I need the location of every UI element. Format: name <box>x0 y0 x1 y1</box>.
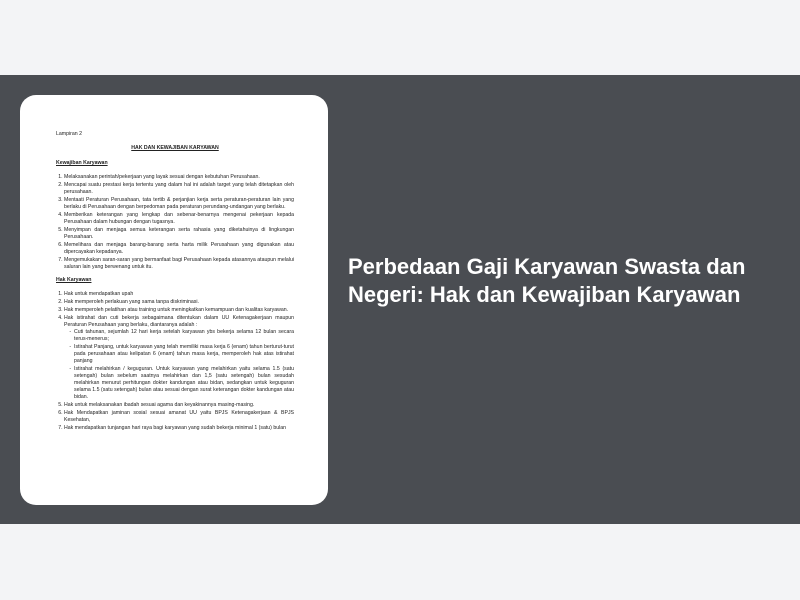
list-item: 2. Mencapai suatu prestasi kerja tertentu yang dalam hal ini adalah target yang telah ditetapkan oleh perusahaan. <box>64 182 294 196</box>
list-item: 1. Melaksanakan perintah/pekerjaan yang layak sesuai dengan kebutuhan Perusahaan. <box>64 174 294 181</box>
list-item: 6. Memelihara dan menjaga barang-barang serta harta milik Perusahaan yang digunakan atau dipercayakan kepadanya. <box>64 242 294 256</box>
document-preview-card <box>20 95 328 505</box>
document-title: HAK DAN KEWAJIBAN KARYAWAN <box>131 145 219 151</box>
list-item: 1. Hak untuk mendapatkan upah <box>64 291 294 298</box>
sublist-item: - Istirahat melahirkan / keguguran. Untuk karyawan yang melahirkan yaitu selama 1.5 (satu setengah) bulan sebelum saatnya melahirkan dan 1,5 (satu setengah) bulan sesudah melahirkan menurut perhitungan dokter kandungan atau bidan, sedangkan untuk keguguran selama 1.5 (satu setengah) bulan atau sesuai dengan surat keterangan dokter kandungan atau bidan. <box>74 366 294 401</box>
list-item: 3. Mentaati Peraturan Perusahaan, tata tertib & perjanjian kerja serta peraturan-peraturan lain yang berlaku di Perusahaan dengan berpedoman pada peraturan perundang-undangan yang berlaku. <box>64 197 294 211</box>
obligations-list <box>56 174 294 271</box>
list-item: 3. Hak memperoleh pelatihan atau training untuk meningkatkan kemampuan dan kualitas karyawan. <box>64 307 294 314</box>
list-item: 6. Hak Mendapatkan jaminan sosial sesuai amanat UU yaitu BPJS Ketenagakerjaan & BPJS Kesehatan, <box>64 410 294 424</box>
sublist-item: - Cuti tahunan, sejumlah 12 hari kerja setelah karyawan ybs bekerja selama 12 bulan secara terus-menerus; <box>74 329 294 343</box>
list-item: 2. Hak memperoleh perlakuan yang sama tanpa diskriminasi. <box>64 299 294 306</box>
sublist-item: - Istirahat Panjang, untuk karyawan yang telah memiliki masa kerja 6 (enam) tahun berturut-turut pada perusahaan atau kelipatan 6 (enam) tahun masa kerja, memperoleh hak atas istirahat panjang <box>74 344 294 365</box>
list-item: 5. Menyimpan dan menjaga semua keterangan serta rahasia yang diketahuinya di lingkungan Perusahaan. <box>64 227 294 241</box>
list-item-leave <box>64 315 294 401</box>
rights-heading: Hak Karyawan <box>56 277 92 283</box>
rights-list <box>56 291 294 432</box>
leave-sublist <box>64 329 294 401</box>
list-item: 7. Hak mendapatkan tunjangan hari raya bagi karyawan yang sudah bekerja minimal 1 (satu) bulan <box>64 425 294 432</box>
obligations-heading: Kewajiban Karyawan <box>56 160 108 166</box>
article-headline: Perbedaan Gaji Karyawan Swasta dan Negeri: Hak dan Kewajiban Karyawan <box>348 254 746 307</box>
list-item: 7. Mengemukakan saran-saran yang bermanfaat bagi Perusahaan kepada atasannya ataupun melalui saluran lain yang berwenang untuk itu. <box>64 257 294 271</box>
attachment-label: Lampiran 2 <box>56 131 82 137</box>
list-item: 4. Memberikan keterangan yang lengkap dan sebenar-benarnya mengenai pekerjaan kepada Perusahaan dalam hubungan dengan tugasnya. <box>64 212 294 226</box>
leave-intro: Hak istirahat dan cuti bekerja sebagaimana ditentukan dalam UU Ketenagakerjaan maupun Peraturan Perusahaan yang berlaku, diantaranya adalah : <box>64 315 294 328</box>
list-item: 5. Hak untuk melaksanakan ibadah sesuai agama dan keyakinannya masing-masing. <box>64 402 294 409</box>
document-page <box>56 131 294 438</box>
